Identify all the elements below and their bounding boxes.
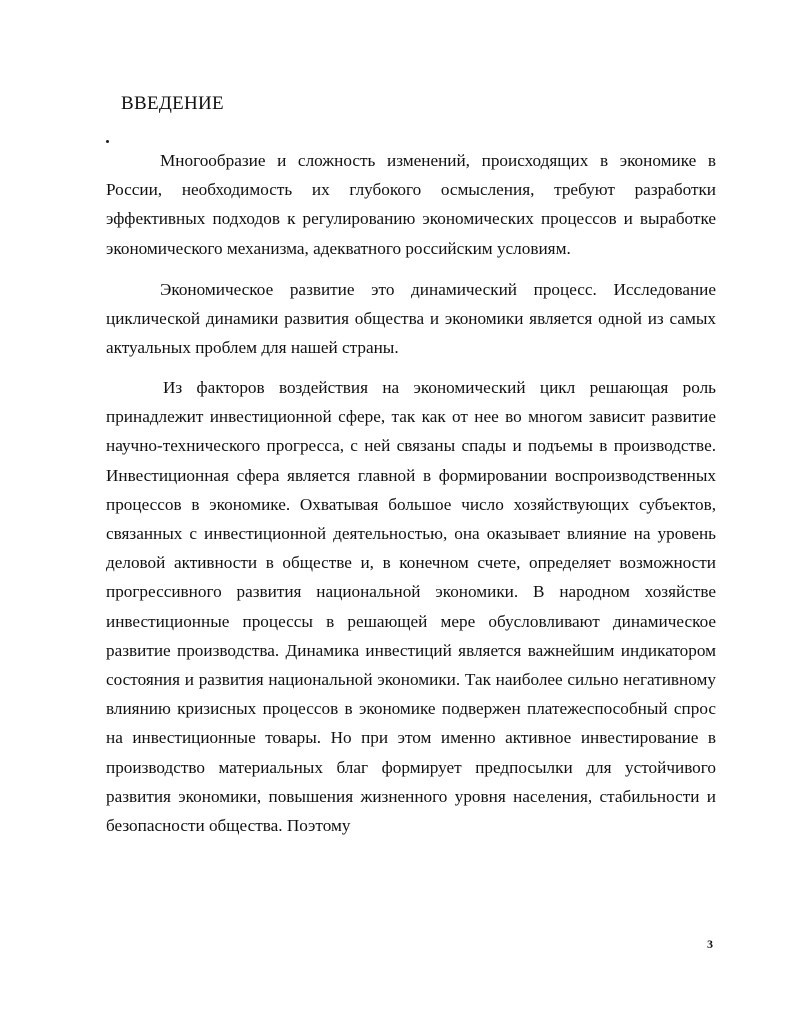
paragraph-2: Экономическое развитие это динамический процесс. Исследование циклической динамики развития общества и экономики является одной из самых актуальных проблем для нашей страны. [106, 280, 716, 358]
paragraph-1: Многообразие и сложность изменений, происходящих в экономике в России, необходимость их глубокого осмысления, требуют разработки эффективных подходов к регулированию экономических процессов и выработке экономического механизма, адекватного российским условиям. [106, 151, 716, 258]
scan-mark [106, 140, 109, 143]
paragraph-3: Из факторов воздействия на экономический цикл решающая роль принадлежит инвестиционной сфере, так как от нее во многом зависит развитие научно-технического прогресса, с ней связаны спады и подъемы в производстве. Инвестиционная сфера является главной в формировании воспроизводственных процессов в экономике. Охватывая большое число хозяйствующих субъектов, связанных с инвестиционной деятельностью, она оказывает влияние на уровень деловой активности в обществе и, в конечном счете, определяет возможности прогрессивного развития национальной экономики. В народном хозяйстве инвестиционные процессы в решающей мере обусловливают динамическое развитие производства. Динамика инвестиций является важнейшим индикатором состояния и развития национальной экономики. Так наиболее сильно негативному влиянию кризисных процессов в экономике подвержен платежеспособный спрос на инвестиционные товары. Но при этом именно активное инвестирование в производство материальных благ формирует предпосылки для устойчивого развития экономики, повышения жизненного уровня населения, стабильности и безопасности общества. Поэтому [106, 378, 716, 836]
section-heading: ВВЕДЕНИЕ [121, 93, 224, 114]
page-number: 3 [707, 937, 713, 951]
